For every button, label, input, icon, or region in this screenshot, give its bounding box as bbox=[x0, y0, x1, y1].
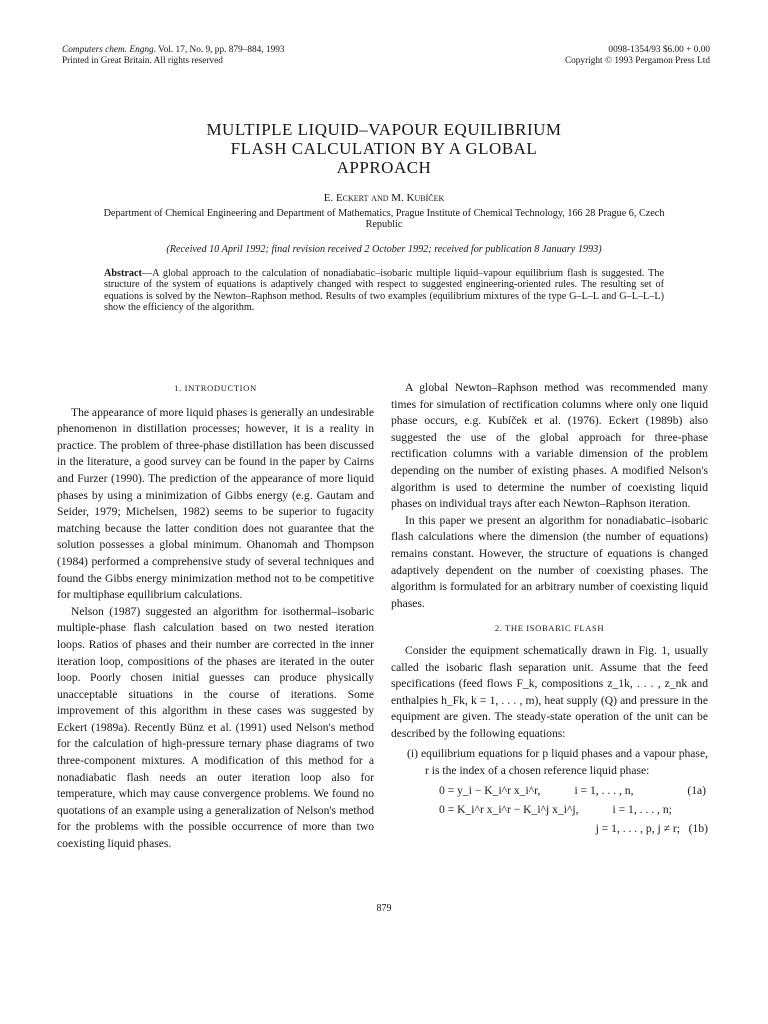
paper-title bbox=[100, 120, 668, 177]
paragraph: In this paper we present an algorithm for nonadiabatic–isobaric flash calculations where the dimension (the number of equations) remains constant. However, the structure of equations is changed adaptively dependent on the number of coexisting phases. The algorithm is formulated for an arbitrary number of coexisting liquid phases. bbox=[391, 513, 708, 610]
title-line: FLASH CALCULATION BY A GLOBAL bbox=[230, 139, 538, 158]
equation-1a bbox=[391, 783, 708, 800]
equation-range: i = 1, . . . , n; bbox=[612, 803, 672, 817]
authors: E. Eckert and M. Kubíček bbox=[323, 192, 445, 204]
volume-info: . Vol. 17, No. 9, pp. 879–884, 1993 bbox=[153, 45, 285, 55]
issn-price: 0098-1354/93 $6.00 + 0.00 bbox=[608, 45, 710, 55]
abstract-text: —A global approach to the calculation of nonadiabatic–isobaric multiple liquid–vapour equilibrium flash is suggested. The structure of the system of equations is adaptively changed with respect to suggested engineering-oriented rules. The resulting set of equations is solved by the Newton–Raphson method. Results of two examples (equilibrium mixtures of the type G–L–L and G–L–L–L) show the efficiency of the algorithm. bbox=[104, 268, 664, 313]
abstract bbox=[104, 268, 664, 313]
paragraph: Consider the equipment schematically drawn in Fig. 1, usually called the isobaric flash separation unit. Assume that the feed specifications (feed flows F_k, compositions z_1k, . . . , z_nk and enthalpies h_Fk, k = 1, . . . , m), heat supply (Q) and pressure in the equipment are given. The steady-state operation of the unit can be described by the following equations: bbox=[391, 643, 708, 740]
journal-citation bbox=[62, 45, 285, 67]
page-number: 879 bbox=[376, 903, 392, 914]
abstract-label: Abstract bbox=[104, 268, 142, 279]
section-heading-introduction: 1. INTRODUCTION bbox=[174, 383, 257, 393]
affiliation: Department of Chemical Engineering and Department of Mathematics, Prague Institute of Chemical Technology, 166 28 Prague 6, Czech Republic bbox=[103, 208, 665, 230]
equation-body: 0 = y_i − K_i^r x_i^r, bbox=[439, 783, 541, 797]
title-line: MULTIPLE LIQUID–VAPOUR EQUILIBRIUM bbox=[206, 120, 562, 139]
title-line: APPROACH bbox=[336, 158, 432, 177]
equation-body: 0 = K_i^r x_i^r − K_i^j x_i^j, bbox=[439, 803, 579, 817]
equation-1b-continued bbox=[391, 821, 708, 838]
equation-number: (1a) bbox=[687, 783, 706, 797]
journal-name: Computers chem. Engng bbox=[62, 45, 154, 55]
right-column bbox=[391, 380, 708, 837]
equation-1b bbox=[391, 802, 708, 819]
section-heading-isobaric-flash: 2. THE ISOBARIC FLASH bbox=[494, 623, 605, 634]
paragraph: Nelson (1987) suggested an algorithm for isothermal–isobaric multiple-phase flash calculation based on two nested iteration loops. Ratios of phases and their number are corrected in the inner iteration loop, compositions of the phases are iterated in the outer loop. Poorly chosen initial guesses can produce physically unacceptable situations in the course of iterations. Some improvement of this algorithm in these cases was suggested by Eckert (1989a). Recently Bünz et al. (1991) used Nelson's method for the calculation of high-pressure ternary phase diagrams of two three-component mixtures. A modification of this method for a nonadiabatic flash needs an outer iteration loop also for temperature, which may cause convergence problems. We found no quotations of an example using a generalization of Nelson's method for the problems with the possible occurrence of more than two coexisting liquid phases. bbox=[57, 604, 374, 851]
list-item-equilibrium: (i) equilibrium equations for p liquid phases and a vapour phase, r is the index of a chosen reference liquid phase: bbox=[407, 747, 708, 778]
paragraph: The appearance of more liquid phases is generally an undesirable phenomenon in distillation processes; however, it is a reality in practice. The problem of three-phase distillation has been discussed in the literature, a good survey can be found in the paper by Cairns and Furzer (1990). The prediction of the appearance of more liquid phases by using a minimization of Gibbs energy (e.g. Gautam and Seider, 1979; Michelsen, 1982) seems to be superior to fugacity matching because the latter condition does not guarantee that the solution possesses a global minimum. Ohanomah and Thompson (1984) performed a comprehensive study of several techniques and found the Gibbs energy minimization method not to be competitive for multiphase equilibrium calculations. bbox=[57, 405, 374, 602]
paragraph: A global Newton–Raphson method was recommended many times for simulation of rectification columns where only one liquid phase occurs, e.g. Kubíček et al. (1976). Eckert (1989b) also suggested the use of the global approach for three-phase rectification columns with a variable dimension of the problem depending on the number of existing phases. A modified Nelson's algorithm is used to determine the number of coexisting liquid phases on individual trays after each Newton–Raphson iteration. bbox=[391, 381, 708, 511]
received-dates: (Received 10 April 1992; final revision received 2 October 1992; received for publication 8 January 1993) bbox=[166, 244, 602, 255]
left-column bbox=[57, 380, 374, 853]
copyright-line: Copyright © 1993 Pergamon Press Ltd bbox=[564, 56, 710, 66]
printed-note: Printed in Great Britain. All rights reserved bbox=[62, 56, 223, 66]
equation-range: i = 1, . . . , n, bbox=[574, 783, 634, 797]
copyright-block bbox=[565, 45, 710, 67]
equation-number: (1b) bbox=[688, 821, 708, 835]
equation-range: j = 1, . . . , p, j ≠ r; bbox=[595, 821, 680, 835]
